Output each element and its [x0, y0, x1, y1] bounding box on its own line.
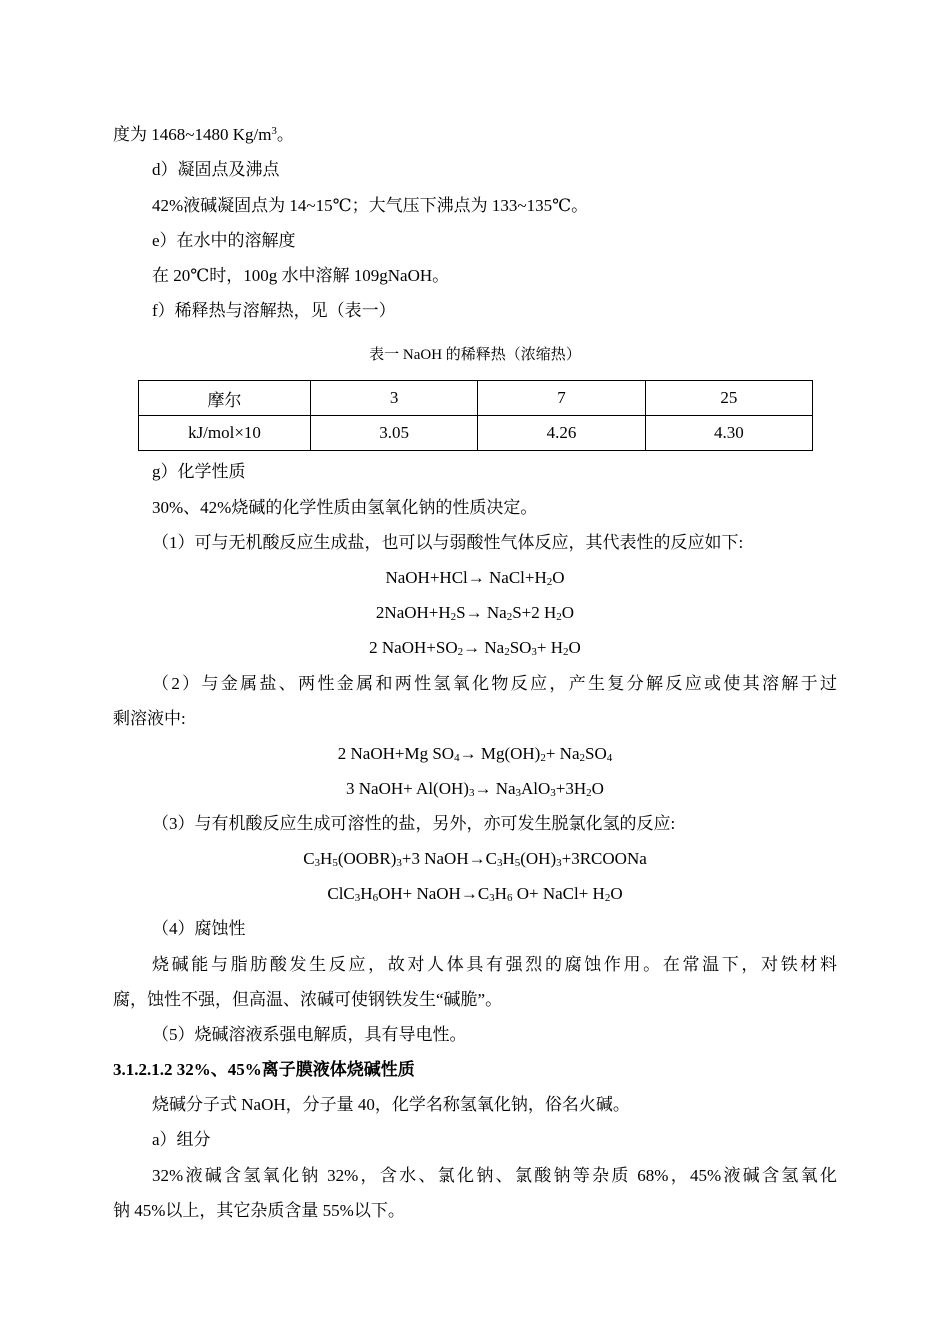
section-text: 烧碱分子式 NaOH，分子量 40，化学名称氢氧化钠，俗名火碱。 [152, 1095, 630, 1114]
table-cell: 4.30 [645, 416, 812, 451]
a-text-line-1: 32%液碱含氢氧化钠 32%，含水、氯化钠、氯酸钠等杂质 68%，45%液碱含氢氧化 [152, 1166, 837, 1185]
dilution-heat-table [138, 380, 813, 451]
table-row [139, 416, 813, 451]
equation-4: 2 NaOH+Mg $SO_4\to Mg(OH)_2+ Na_2SO_4$ [337, 744, 613, 764]
table-cell: 25 [645, 381, 812, 416]
a-heading: a）组分 [152, 1130, 211, 1149]
e-text: 在 20℃时，100g 水中溶解 109gNaOH。 [152, 266, 450, 285]
equation-2: $2NaOH+H_2S\to Na_2S+2$ $H_2O$ [375, 603, 575, 623]
e-heading: e）在水中的溶解度 [152, 231, 296, 250]
equation-3: 2 $NaOH+SO_2\to Na_2SO_3+ H_2O$ [369, 638, 581, 658]
table-cell: 摩尔 [139, 381, 311, 416]
table-cell: 7 [478, 381, 645, 416]
paragraph-2-line-1: （2）与金属盐、两性金属和两性氢氧化物反应，产生复分解反应或使其溶解于过 [152, 674, 837, 693]
paragraph-2-line-2: 剩溶液中: [113, 709, 186, 728]
table-cell: 3 [311, 381, 478, 416]
paragraph-4-line-2: 腐，蚀性不强，但高温、浓碱可使钢铁发生“碱脆”。 [113, 990, 503, 1009]
paragraph-5: （5）烧碱溶液系强电解质，具有导电性。 [152, 1025, 467, 1044]
table-row [139, 381, 813, 416]
d-text: 42%液碱凝固点为 14~15℃；大气压下沸点为 133~135℃。 [152, 196, 589, 215]
section-heading: 3.1.2.1.2 32%、45%离子膜液体烧碱性质 [113, 1060, 415, 1079]
equation-1: NaOH+HCl→ $NaCl+H_2O$ [385, 568, 565, 588]
paragraph-4-heading: （4）腐蚀性 [152, 919, 246, 938]
table-cell: 3.05 [311, 416, 478, 451]
table-cell: 4.26 [478, 416, 645, 451]
paragraph-3: （3）与有机酸反应生成可溶性的盐，另外，亦可发生脱氯化氢的反应: [152, 814, 676, 833]
paragraph-1: （1）可与无机酸反应生成盐，也可以与弱酸性气体反应，其代表性的反应如下: [152, 533, 744, 552]
d-heading: d）凝固点及沸点 [152, 160, 280, 179]
paragraph-4-line-1: 烧碱能与脂肪酸发生反应，故对人体具有强烈的腐蚀作用。在常温下，对铁材料 [152, 955, 837, 974]
equation-5: 3 NaOH+ $Al(OH)_3\to Na_3AlO_3+3H_2O$ [346, 779, 604, 799]
density-text: 度为 1468~1480 $Kg/m^3$。 [113, 125, 294, 144]
g-heading: g）化学性质 [152, 462, 246, 481]
equation-7: $ClC_3H_6OH+$ $NaOH\to C_3H_6$ O+ NaCl+ $H_2O$ [327, 884, 623, 904]
a-text-line-2: 钠 45%以上，其它杂质含量 55%以下。 [113, 1201, 405, 1220]
f-heading: f）稀释热与溶解热，见（表一） [152, 301, 396, 320]
g-text: 30%、42%烧碱的化学性质由氢氧化钠的性质决定。 [152, 498, 538, 517]
table-caption: 表一 NaOH 的稀释热（浓缩热） [369, 347, 581, 363]
table-cell: kJ/mol×10 [139, 416, 311, 451]
equation-6: $C_3H_5(OOBR)_3+3$ $NaOH\to C_3H_5(OH)_3+3RCOONa$ [303, 849, 647, 869]
